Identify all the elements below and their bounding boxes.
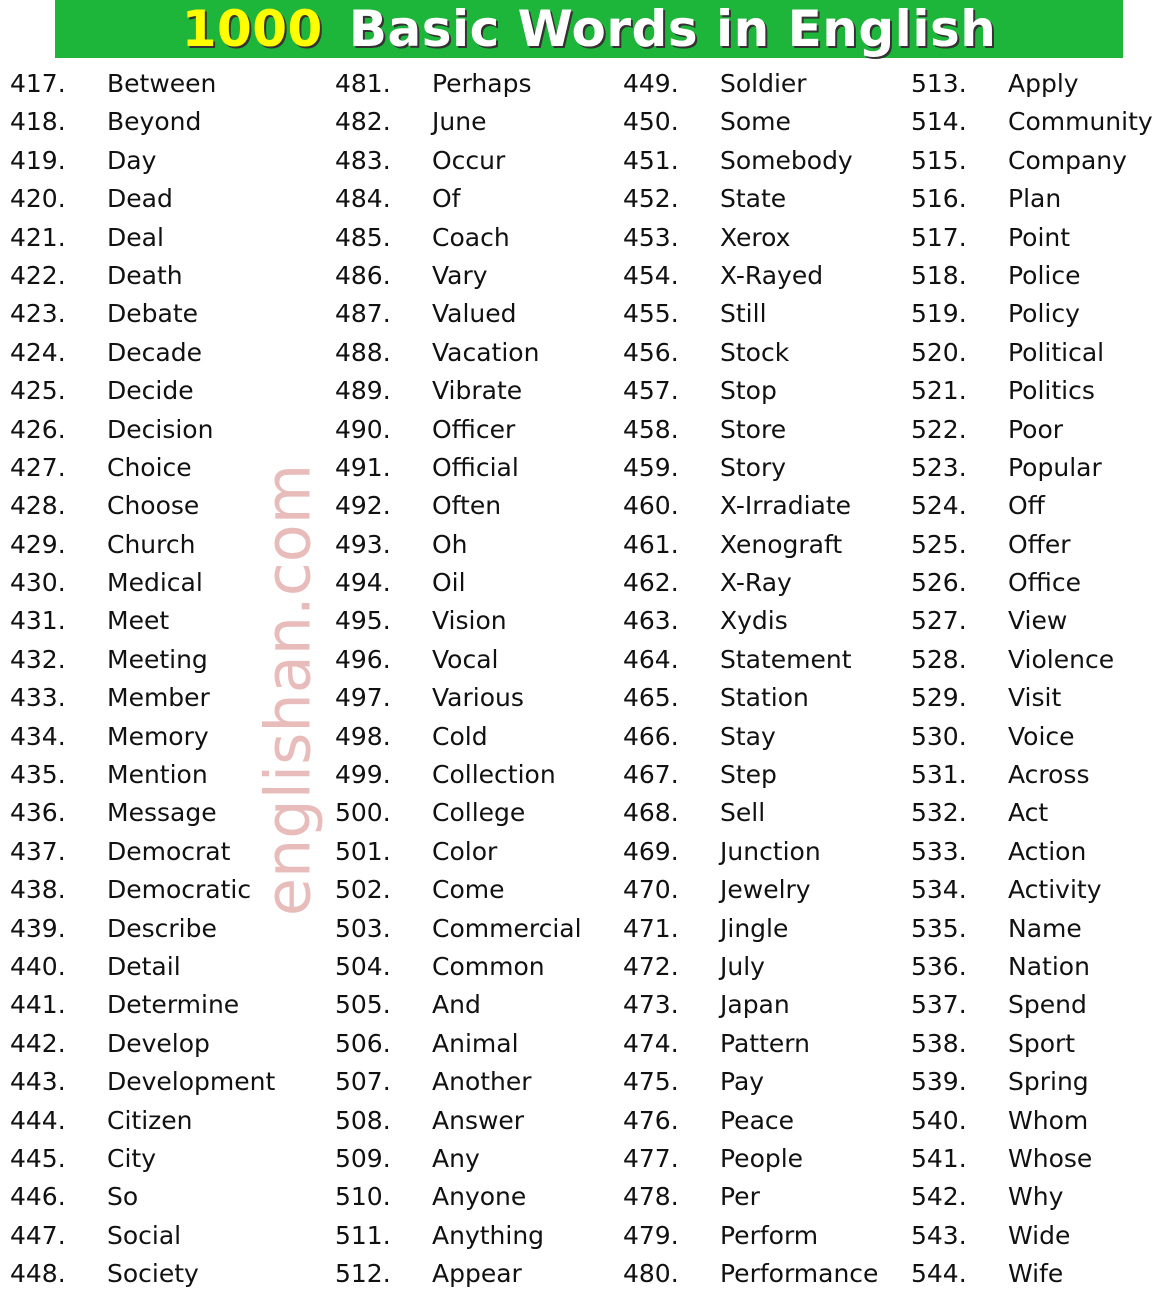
- item-word: Stock: [720, 337, 790, 367]
- item-number: 427.: [10, 452, 66, 482]
- item-number: 489.: [335, 376, 391, 406]
- item-number: 537.: [911, 990, 967, 1020]
- item-word: Anyone: [432, 1182, 527, 1212]
- item-word: Activity: [1008, 875, 1102, 905]
- item-word: Pay: [720, 1067, 765, 1097]
- item-number: 453.: [623, 222, 679, 252]
- item-word: Democrat: [107, 836, 231, 866]
- item-number: 495.: [335, 606, 391, 636]
- item-number: 526.: [911, 568, 967, 598]
- item-number: 509.: [335, 1143, 391, 1173]
- item-word: Of: [432, 184, 461, 214]
- item-number: 486.: [335, 260, 391, 290]
- item-number: 470.: [623, 875, 679, 905]
- item-number: 542.: [911, 1182, 967, 1212]
- item-number: 426.: [10, 414, 66, 444]
- item-word: Name: [1008, 913, 1082, 943]
- item-word: July: [720, 951, 765, 981]
- title-number: 1000: [181, 0, 323, 58]
- item-word: Anything: [432, 1220, 545, 1250]
- item-number: 535.: [911, 913, 967, 943]
- item-word: Official: [432, 452, 519, 482]
- item-word: Police: [1008, 260, 1081, 290]
- item-number: 496.: [335, 644, 391, 674]
- item-number: 505.: [335, 990, 391, 1020]
- item-word: Why: [1008, 1182, 1064, 1212]
- item-number: 448.: [10, 1259, 66, 1289]
- item-word: Performance: [720, 1259, 879, 1289]
- item-word: Some: [720, 107, 791, 137]
- item-number: 520.: [911, 337, 967, 367]
- item-word: Various: [432, 683, 524, 713]
- item-word: Social: [107, 1220, 182, 1250]
- item-number: 534.: [911, 875, 967, 905]
- item-number: 447.: [10, 1220, 66, 1250]
- item-word: So: [107, 1182, 139, 1212]
- item-word: Come: [432, 875, 505, 905]
- watermark-text: englishan.com: [251, 463, 325, 917]
- item-number: 456.: [623, 337, 679, 367]
- item-word: City: [107, 1143, 156, 1173]
- item-number: 483.: [335, 145, 391, 175]
- item-number: 487.: [335, 299, 391, 329]
- item-number: 515.: [911, 145, 967, 175]
- item-number: 460.: [623, 491, 679, 521]
- item-word: Decide: [107, 376, 194, 406]
- item-word: Sport: [1008, 1028, 1076, 1058]
- item-word: Statement: [720, 644, 852, 674]
- item-word: Develop: [107, 1028, 210, 1058]
- item-number: 430.: [10, 568, 66, 598]
- item-number: 435.: [10, 760, 66, 790]
- item-number: 492.: [335, 491, 391, 521]
- item-number: 464.: [623, 644, 679, 674]
- item-word: Policy: [1008, 299, 1080, 329]
- item-word: Appear: [432, 1259, 522, 1289]
- item-number: 466.: [623, 721, 679, 751]
- item-number: 471.: [623, 913, 679, 943]
- item-word: Story: [720, 452, 787, 482]
- item-number: 455.: [623, 299, 679, 329]
- item-number: 425.: [10, 376, 66, 406]
- item-word: Nation: [1008, 951, 1090, 981]
- item-number: 480.: [623, 1259, 679, 1289]
- item-word: Choose: [107, 491, 200, 521]
- item-number: 461.: [623, 529, 679, 559]
- item-number: 444.: [10, 1105, 66, 1135]
- item-number: 445.: [10, 1143, 66, 1173]
- item-word: Development: [107, 1067, 276, 1097]
- item-word: Spring: [1008, 1067, 1089, 1097]
- word-list: [0, 65, 1162, 1296]
- item-word: People: [720, 1143, 804, 1173]
- item-word: Whose: [1008, 1143, 1093, 1173]
- item-number: 503.: [335, 913, 391, 943]
- item-number: 524.: [911, 491, 967, 521]
- item-number: 420.: [10, 184, 66, 214]
- item-number: 472.: [623, 951, 679, 981]
- item-number: 516.: [911, 184, 967, 214]
- item-number: 462.: [623, 568, 679, 598]
- item-word: Collection: [432, 760, 556, 790]
- item-word: Oil: [432, 568, 466, 598]
- item-word: Any: [432, 1143, 480, 1173]
- item-number: 478.: [623, 1182, 679, 1212]
- item-number: 449.: [623, 69, 679, 98]
- item-word: Xerox: [720, 222, 791, 252]
- item-word: Pattern: [720, 1028, 810, 1058]
- item-number: 428.: [10, 491, 66, 521]
- item-number: 424.: [10, 337, 66, 367]
- item-word: Deal: [107, 222, 164, 252]
- item-word: Wife: [1008, 1259, 1064, 1289]
- item-word: Officer: [432, 414, 516, 444]
- title-text: Basic Words in English: [348, 0, 997, 58]
- item-number: 458.: [623, 414, 679, 444]
- item-word: Political: [1008, 337, 1105, 367]
- item-word: Plan: [1008, 184, 1062, 214]
- item-number: 459.: [623, 452, 679, 482]
- item-number: 514.: [911, 107, 967, 137]
- title-banner: [55, 0, 1123, 58]
- item-word: Step: [720, 760, 777, 790]
- item-number: 523.: [911, 452, 967, 482]
- item-number: 513.: [911, 69, 967, 98]
- item-word: Junction: [720, 836, 821, 866]
- item-word: Wide: [1008, 1220, 1071, 1250]
- item-number: 440.: [10, 951, 66, 981]
- item-word: X-Ray: [720, 568, 792, 598]
- item-number: 452.: [623, 184, 679, 214]
- item-number: 518.: [911, 260, 967, 290]
- item-number: 467.: [623, 760, 679, 790]
- item-word: X-Irradiate: [720, 491, 852, 521]
- item-number: 423.: [10, 299, 66, 329]
- item-word: Politics: [1008, 376, 1095, 406]
- item-word: Poor: [1008, 414, 1064, 444]
- item-word: Japan: [720, 990, 790, 1020]
- item-word: Meeting: [107, 644, 208, 674]
- item-word: June: [432, 107, 487, 137]
- item-word: Perhaps: [432, 69, 532, 98]
- item-number: 436.: [10, 798, 66, 828]
- item-word: Visit: [1008, 683, 1062, 713]
- item-number: 485.: [335, 222, 391, 252]
- item-number: 533.: [911, 836, 967, 866]
- item-word: Death: [107, 260, 183, 290]
- item-word: Choice: [107, 452, 192, 482]
- item-number: 531.: [911, 760, 967, 790]
- item-word: Act: [1008, 798, 1049, 828]
- item-number: 525.: [911, 529, 967, 559]
- item-word: Oh: [432, 529, 468, 559]
- item-word: Occur: [432, 145, 506, 175]
- item-number: 481.: [335, 69, 391, 98]
- item-word: Sell: [720, 798, 766, 828]
- item-number: 484.: [335, 184, 391, 214]
- item-number: 498.: [335, 721, 391, 751]
- item-word: Day: [107, 145, 157, 175]
- item-number: 502.: [335, 875, 391, 905]
- item-word: Determine: [107, 990, 240, 1020]
- item-number: 493.: [335, 529, 391, 559]
- item-number: 454.: [623, 260, 679, 290]
- item-word: Memory: [107, 721, 209, 751]
- item-word: Point: [1008, 222, 1071, 252]
- item-number: 475.: [623, 1067, 679, 1097]
- item-number: 522.: [911, 414, 967, 444]
- item-word: Dead: [107, 184, 173, 214]
- item-word: Society: [107, 1259, 199, 1289]
- item-word: Commercial: [432, 913, 582, 943]
- item-word: Peace: [720, 1105, 795, 1135]
- item-number: 446.: [10, 1182, 66, 1212]
- item-number: 418.: [10, 107, 66, 137]
- item-number: 477.: [623, 1143, 679, 1173]
- item-word: Jewelry: [720, 875, 811, 905]
- item-word: State: [720, 184, 787, 214]
- item-word: Decision: [107, 414, 214, 444]
- item-word: Church: [107, 529, 196, 559]
- item-number: 538.: [911, 1028, 967, 1058]
- item-word: Stay: [720, 721, 776, 751]
- item-word: Mention: [107, 760, 208, 790]
- item-word: Off: [1008, 491, 1045, 521]
- item-number: 544.: [911, 1259, 967, 1289]
- item-word: Message: [107, 798, 217, 828]
- item-number: 450.: [623, 107, 679, 137]
- item-word: Soldier: [720, 69, 807, 98]
- item-word: Medical: [107, 568, 203, 598]
- item-word: Debate: [107, 299, 199, 329]
- item-number: 501.: [335, 836, 391, 866]
- item-word: Whom: [1008, 1105, 1089, 1135]
- item-number: 439.: [10, 913, 66, 943]
- item-word: Between: [107, 69, 217, 98]
- item-word: Citizen: [107, 1105, 193, 1135]
- item-number: 494.: [335, 568, 391, 598]
- item-word: Democratic: [107, 875, 252, 905]
- item-word: Decade: [107, 337, 202, 367]
- item-number: 499.: [335, 760, 391, 790]
- item-number: 438.: [10, 875, 66, 905]
- item-word: Popular: [1008, 452, 1102, 482]
- item-number: 541.: [911, 1143, 967, 1173]
- item-number: 532.: [911, 798, 967, 828]
- item-number: 529.: [911, 683, 967, 713]
- item-number: 491.: [335, 452, 391, 482]
- item-word: Offer: [1008, 529, 1071, 559]
- item-word: Beyond: [107, 107, 202, 137]
- item-word: Community: [1008, 107, 1153, 137]
- item-word: View: [1008, 606, 1068, 636]
- item-number: 511.: [335, 1220, 391, 1250]
- item-number: 469.: [623, 836, 679, 866]
- item-word: Company: [1008, 145, 1127, 175]
- item-word: Voice: [1008, 721, 1075, 751]
- item-word: Xenograft: [720, 529, 843, 559]
- item-number: 539.: [911, 1067, 967, 1097]
- item-number: 504.: [335, 951, 391, 981]
- item-number: 432.: [10, 644, 66, 674]
- item-word: And: [432, 990, 481, 1020]
- item-number: 543.: [911, 1220, 967, 1250]
- item-number: 429.: [10, 529, 66, 559]
- item-word: College: [432, 798, 526, 828]
- item-number: 517.: [911, 222, 967, 252]
- item-word: Vacation: [432, 337, 540, 367]
- item-number: 497.: [335, 683, 391, 713]
- page-title: [182, 0, 997, 58]
- item-number: 500.: [335, 798, 391, 828]
- item-word: Xydis: [720, 606, 788, 636]
- item-word: Common: [432, 951, 545, 981]
- item-number: 476.: [623, 1105, 679, 1135]
- item-word: Describe: [107, 913, 217, 943]
- item-word: Vision: [432, 606, 507, 636]
- item-word: Violence: [1008, 644, 1115, 674]
- item-number: 521.: [911, 376, 967, 406]
- item-number: 441.: [10, 990, 66, 1020]
- item-number: 540.: [911, 1105, 967, 1135]
- item-number: 508.: [335, 1105, 391, 1135]
- item-number: 488.: [335, 337, 391, 367]
- item-number: 421.: [10, 222, 66, 252]
- item-number: 490.: [335, 414, 391, 444]
- item-word: Valued: [432, 299, 517, 329]
- item-number: 512.: [335, 1259, 391, 1289]
- item-number: 507.: [335, 1067, 391, 1097]
- item-number: 510.: [335, 1182, 391, 1212]
- item-number: 451.: [623, 145, 679, 175]
- item-number: 465.: [623, 683, 679, 713]
- item-number: 479.: [623, 1220, 679, 1250]
- item-number: 437.: [10, 836, 66, 866]
- item-word: Across: [1008, 760, 1090, 790]
- item-number: 468.: [623, 798, 679, 828]
- item-word: Coach: [432, 222, 510, 252]
- item-word: Office: [1008, 568, 1081, 598]
- item-number: 474.: [623, 1028, 679, 1058]
- item-word: Station: [720, 683, 809, 713]
- item-word: Cold: [432, 721, 488, 751]
- item-word: Still: [720, 299, 767, 329]
- item-number: 506.: [335, 1028, 391, 1058]
- item-number: 530.: [911, 721, 967, 751]
- item-word: Answer: [432, 1105, 525, 1135]
- item-number: 528.: [911, 644, 967, 674]
- item-number: 473.: [623, 990, 679, 1020]
- item-word: Jingle: [720, 913, 789, 943]
- item-word: Apply: [1008, 69, 1079, 98]
- item-word: Store: [720, 414, 787, 444]
- item-word: Often: [432, 491, 502, 521]
- item-number: 433.: [10, 683, 66, 713]
- item-word: Another: [432, 1067, 532, 1097]
- item-word: Action: [1008, 836, 1087, 866]
- item-word: Color: [432, 836, 498, 866]
- item-number: 527.: [911, 606, 967, 636]
- item-word: Vary: [432, 260, 488, 290]
- item-number: 431.: [10, 606, 66, 636]
- item-number: 519.: [911, 299, 967, 329]
- item-word: Vocal: [432, 644, 499, 674]
- item-number: 417.: [10, 69, 66, 98]
- item-number: 434.: [10, 721, 66, 751]
- item-word: Spend: [1008, 990, 1087, 1020]
- item-word: Perform: [720, 1220, 819, 1250]
- item-word: Stop: [720, 376, 777, 406]
- item-word: Per: [720, 1182, 760, 1212]
- item-number: 457.: [623, 376, 679, 406]
- item-number: 536.: [911, 951, 967, 981]
- item-number: 419.: [10, 145, 66, 175]
- item-number: 443.: [10, 1067, 66, 1097]
- item-number: 463.: [623, 606, 679, 636]
- item-word: Somebody: [720, 145, 853, 175]
- item-word: Animal: [432, 1028, 519, 1058]
- item-word: Member: [107, 683, 210, 713]
- item-word: Detail: [107, 951, 181, 981]
- item-word: Vibrate: [432, 376, 523, 406]
- item-number: 422.: [10, 260, 66, 290]
- item-number: 482.: [335, 107, 391, 137]
- item-word: X-Rayed: [720, 260, 824, 290]
- item-number: 442.: [10, 1028, 66, 1058]
- item-word: Meet: [107, 606, 170, 636]
